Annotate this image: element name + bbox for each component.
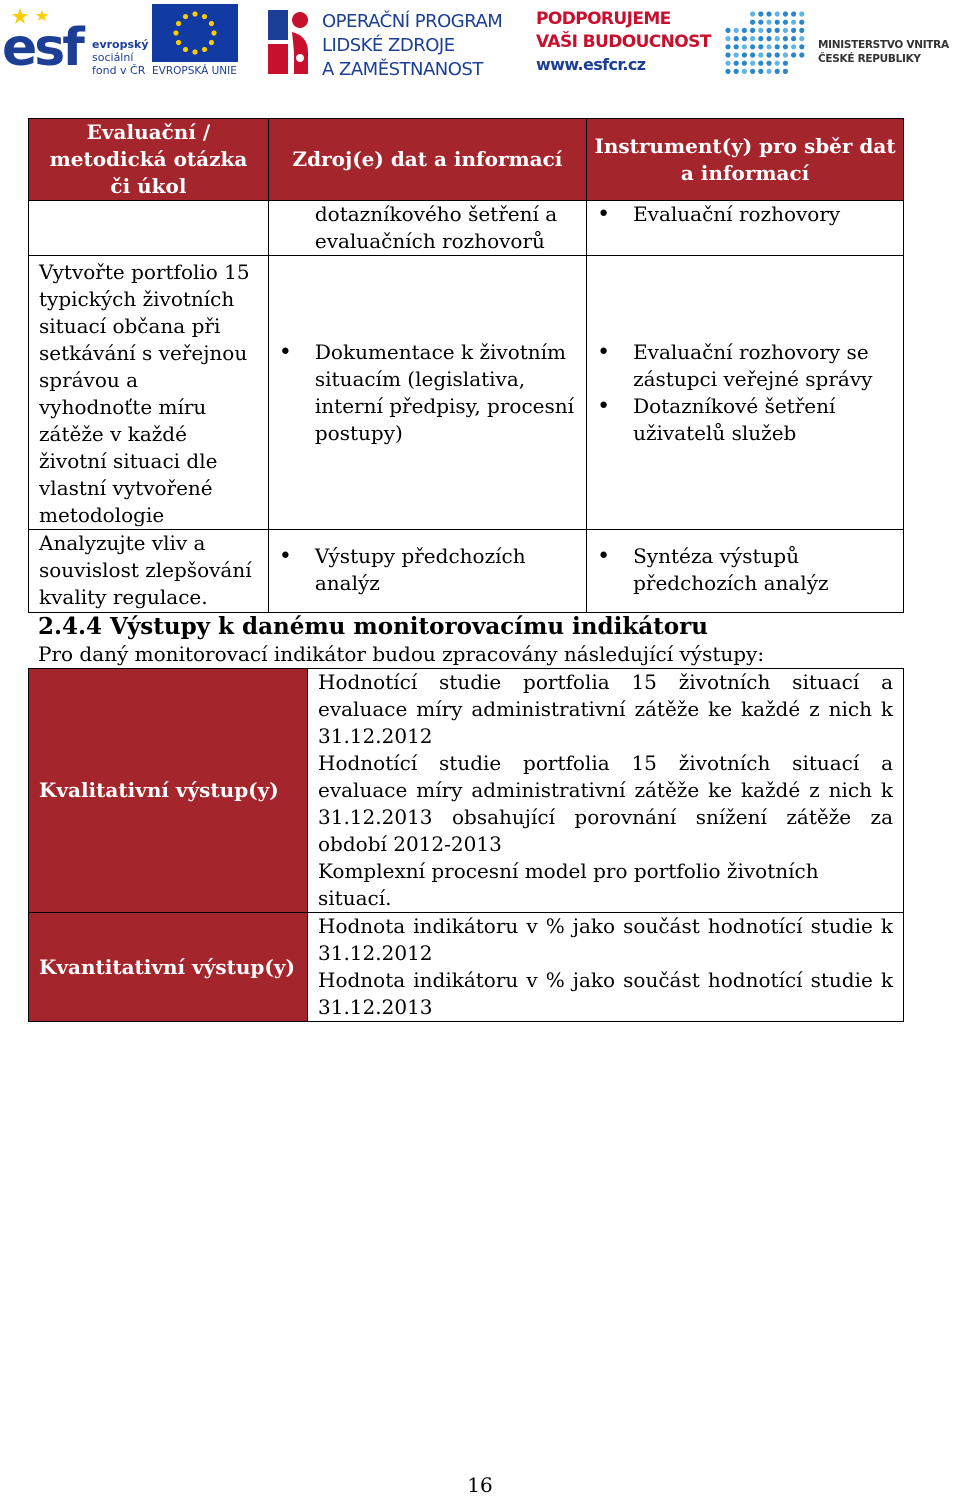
mv-line-1: MINISTERSTVO VNITRA (818, 39, 949, 51)
section-title: 2.4.4 Výstupy k danému monitorovacímu indikátoru (38, 613, 708, 640)
table1-header-question: Evaluační / metodická otázka či úkol (29, 119, 269, 201)
mv-dot-icon (799, 28, 804, 33)
mv-dot-icon (758, 28, 763, 33)
mv-dot-icon (799, 20, 804, 25)
mv-dot-icon (750, 52, 755, 57)
mv-dot-icon (783, 61, 788, 66)
eu-star-icon (176, 40, 181, 45)
op-figure-icon (264, 6, 316, 78)
mv-dot-icon (783, 11, 788, 16)
quantitative-label: Kvantitativní výstup(y) (29, 913, 308, 1022)
mv-line-2: ČESKÉ REPUBLIKY (818, 53, 921, 65)
qualitative-label: Kvalitativní výstup(y) (29, 669, 308, 913)
list-item: • Syntéza výstupů předchozích analýz (587, 543, 903, 597)
mv-dot-icon (758, 69, 763, 74)
mv-dot-icon (750, 28, 755, 33)
mv-dot-icon (783, 44, 788, 49)
output-item: Hodnotící studie portfolia 15 životních situací a evaluace míry administrativní zátěže ke každé z nich k 31.12.2012 (318, 670, 893, 748)
evaluation-questions-table (28, 118, 904, 613)
mv-dot-icon (799, 44, 804, 49)
mv-dot-icon (775, 52, 780, 57)
op-text (322, 10, 502, 82)
output-item: Komplexní procesní model pro portfolio životních situací. (318, 859, 819, 910)
list-item: • Dokumentace k životním situacím (legislativa, interní předpisy, procesní postupy) (269, 339, 586, 447)
eu-star-icon (202, 47, 207, 52)
mv-dot-icon (742, 61, 747, 66)
eu-star-icon (173, 30, 178, 35)
eu-star-icon (202, 14, 207, 19)
output-item: Hodnota indikátoru v % jako součást hodnotící studie k 31.12.2013 (318, 968, 893, 1019)
question-text: Vytvořte portfolio 15 typických životních situací občana při setkávání s veřejnou správou a vyhodnoťte míru zátěže v každé životní situaci dle vlastní vytvořené metodologie (39, 260, 250, 527)
page-number: 16 (467, 1473, 493, 1497)
mv-text (818, 38, 949, 66)
support-url: www.esfcr.cz (536, 55, 646, 74)
mv-dot-icon (783, 36, 788, 41)
mv-dot-icon (734, 52, 739, 57)
mv-dot-icon (742, 28, 747, 33)
mv-dot-icon (758, 61, 763, 66)
mv-dot-icon (750, 20, 755, 25)
eu-star-icon (183, 47, 188, 52)
mv-dot-icon (783, 69, 788, 74)
mv-dot-icon (783, 20, 788, 25)
mv-dot-icon (799, 11, 804, 16)
mv-dot-icon (766, 52, 771, 57)
question-cell (29, 530, 269, 613)
mv-dot-icon (725, 52, 730, 57)
eu-star-icon (183, 14, 188, 19)
mv-dot-icon (725, 28, 730, 33)
output-item: Hodnota indikátoru v % jako součást hodnotící studie k 31.12.2012 (318, 914, 893, 965)
mv-dot-icon (758, 44, 763, 49)
mv-dot-icon (791, 11, 796, 16)
mv-dot-icon (750, 61, 755, 66)
mv-dot-icon (775, 69, 780, 74)
header-logos (0, 0, 960, 84)
mv-dot-icon (766, 20, 771, 25)
mv-dot-icon (742, 44, 747, 49)
table-row (29, 669, 904, 913)
instrument-list (587, 201, 903, 228)
esf-line-3: fond v ČR (92, 64, 146, 77)
mv-dot-icon (734, 44, 739, 49)
instruments-cell (587, 256, 904, 530)
mv-dots-icon (724, 10, 808, 76)
mv-logo (724, 10, 960, 80)
mv-dot-icon (725, 36, 730, 41)
esf-caption (92, 38, 149, 77)
mv-dot-icon (799, 36, 804, 41)
mv-dot-icon (758, 52, 763, 57)
esf-wordmark: esf (2, 18, 82, 78)
mv-dot-icon (766, 69, 771, 74)
sources-cell (268, 256, 586, 530)
instrument-list (587, 543, 903, 597)
table1-header-row (29, 119, 904, 201)
mv-dot-icon (791, 36, 796, 41)
instruments-cell (587, 201, 904, 256)
table1-header-sources: Zdroj(e) dat a informací (268, 119, 586, 201)
qualitative-values (308, 669, 904, 913)
mv-dot-icon (775, 61, 780, 66)
outputs-table (28, 668, 904, 1022)
mv-dot-icon (791, 52, 796, 57)
mv-dot-icon (725, 61, 730, 66)
instruments-cell (587, 530, 904, 613)
table-row (29, 530, 904, 613)
mv-dot-icon (783, 52, 788, 57)
sources-cell (268, 201, 586, 256)
mv-dot-icon (725, 44, 730, 49)
mv-dot-icon (775, 28, 780, 33)
mv-dot-icon (734, 36, 739, 41)
mv-dot-icon (758, 36, 763, 41)
mv-dot-icon (791, 20, 796, 25)
esf-line-1: evropský (92, 38, 149, 51)
table-row (29, 913, 904, 1022)
mv-dot-icon (766, 61, 771, 66)
quantitative-values (308, 913, 904, 1022)
mv-dot-icon (766, 28, 771, 33)
source-list (269, 339, 586, 447)
list-item: • Výstupy předchozích analýz (269, 543, 586, 597)
table1-header-instruments: Instrument(y) pro sběr dat a informací (587, 119, 904, 201)
eu-star-icon (192, 11, 197, 16)
mv-dot-icon (758, 20, 763, 25)
op-line-2: LIDSKÉ ZDROJE (322, 35, 455, 56)
mv-dot-icon (758, 11, 763, 16)
mv-dot-icon (734, 69, 739, 74)
question-cell (29, 256, 269, 530)
eu-star-icon (209, 40, 214, 45)
mv-dot-icon (750, 44, 755, 49)
eu-label: EVROPSKÁ UNIE (152, 65, 237, 77)
mv-dot-icon (725, 69, 730, 74)
question-cell (29, 201, 269, 256)
eu-logo (152, 4, 240, 80)
eu-star-icon (192, 49, 197, 54)
esf-line-2: sociální (92, 51, 134, 64)
op-line-1: OPERAČNÍ PROGRAM (322, 11, 503, 32)
list-item: • Evaluační rozhovory se zástupci veřejné správy (587, 339, 903, 393)
op-logo (264, 4, 514, 80)
mv-dot-icon (750, 36, 755, 41)
mv-dot-icon (742, 36, 747, 41)
source-text: dotazníkového šetření a evaluačních rozhovorů (314, 202, 558, 253)
mv-dot-icon (775, 36, 780, 41)
mv-dot-icon (766, 44, 771, 49)
mv-dot-icon (742, 69, 747, 74)
mv-dot-icon (734, 28, 739, 33)
mv-dot-icon (766, 36, 771, 41)
table-row (29, 256, 904, 530)
mv-dot-icon (775, 44, 780, 49)
mv-dot-icon (766, 11, 771, 16)
support-line-1: PODPORUJEME (536, 9, 671, 29)
list-item: • Dotazníkové šetření uživatelů služeb (587, 393, 903, 447)
sources-cell (268, 530, 586, 613)
support-line-2: VAŠI BUDOUCNOST (536, 32, 711, 52)
instrument-list (587, 339, 903, 447)
mv-dot-icon (791, 44, 796, 49)
eu-star-icon (211, 30, 216, 35)
support-logo (536, 8, 710, 78)
esf-logo (2, 4, 150, 80)
output-item: Hodnotící studie portfolia 15 životních situací a evaluace míry administrativní zátěže ke každé z nich k 31.12.2013 obsahující porovnání snížení zátěže za období 2012-2013 (318, 751, 893, 856)
mv-dot-icon (750, 69, 755, 74)
table-row (29, 201, 904, 256)
mv-dot-icon (750, 11, 755, 16)
source-list (269, 543, 586, 597)
op-line-3: A ZAMĚSTNANOST (322, 59, 483, 80)
section-intro: Pro daný monitorovací indikátor budou zpracovány následující výstupy: (38, 642, 765, 666)
eu-star-icon (209, 21, 214, 26)
mv-dot-icon (742, 52, 747, 57)
mv-dot-icon (734, 61, 739, 66)
mv-dot-icon (775, 11, 780, 16)
list-item: • Evaluační rozhovory (587, 201, 903, 228)
mv-dot-icon (791, 28, 796, 33)
mv-dot-icon (783, 28, 788, 33)
mv-dot-icon (799, 52, 804, 57)
eu-star-icon (176, 21, 181, 26)
question-text: Analyzujte vliv a souvislost zlepšování kvality regulace. (39, 531, 252, 609)
mv-dot-icon (775, 20, 780, 25)
eu-flag-icon (152, 4, 238, 62)
